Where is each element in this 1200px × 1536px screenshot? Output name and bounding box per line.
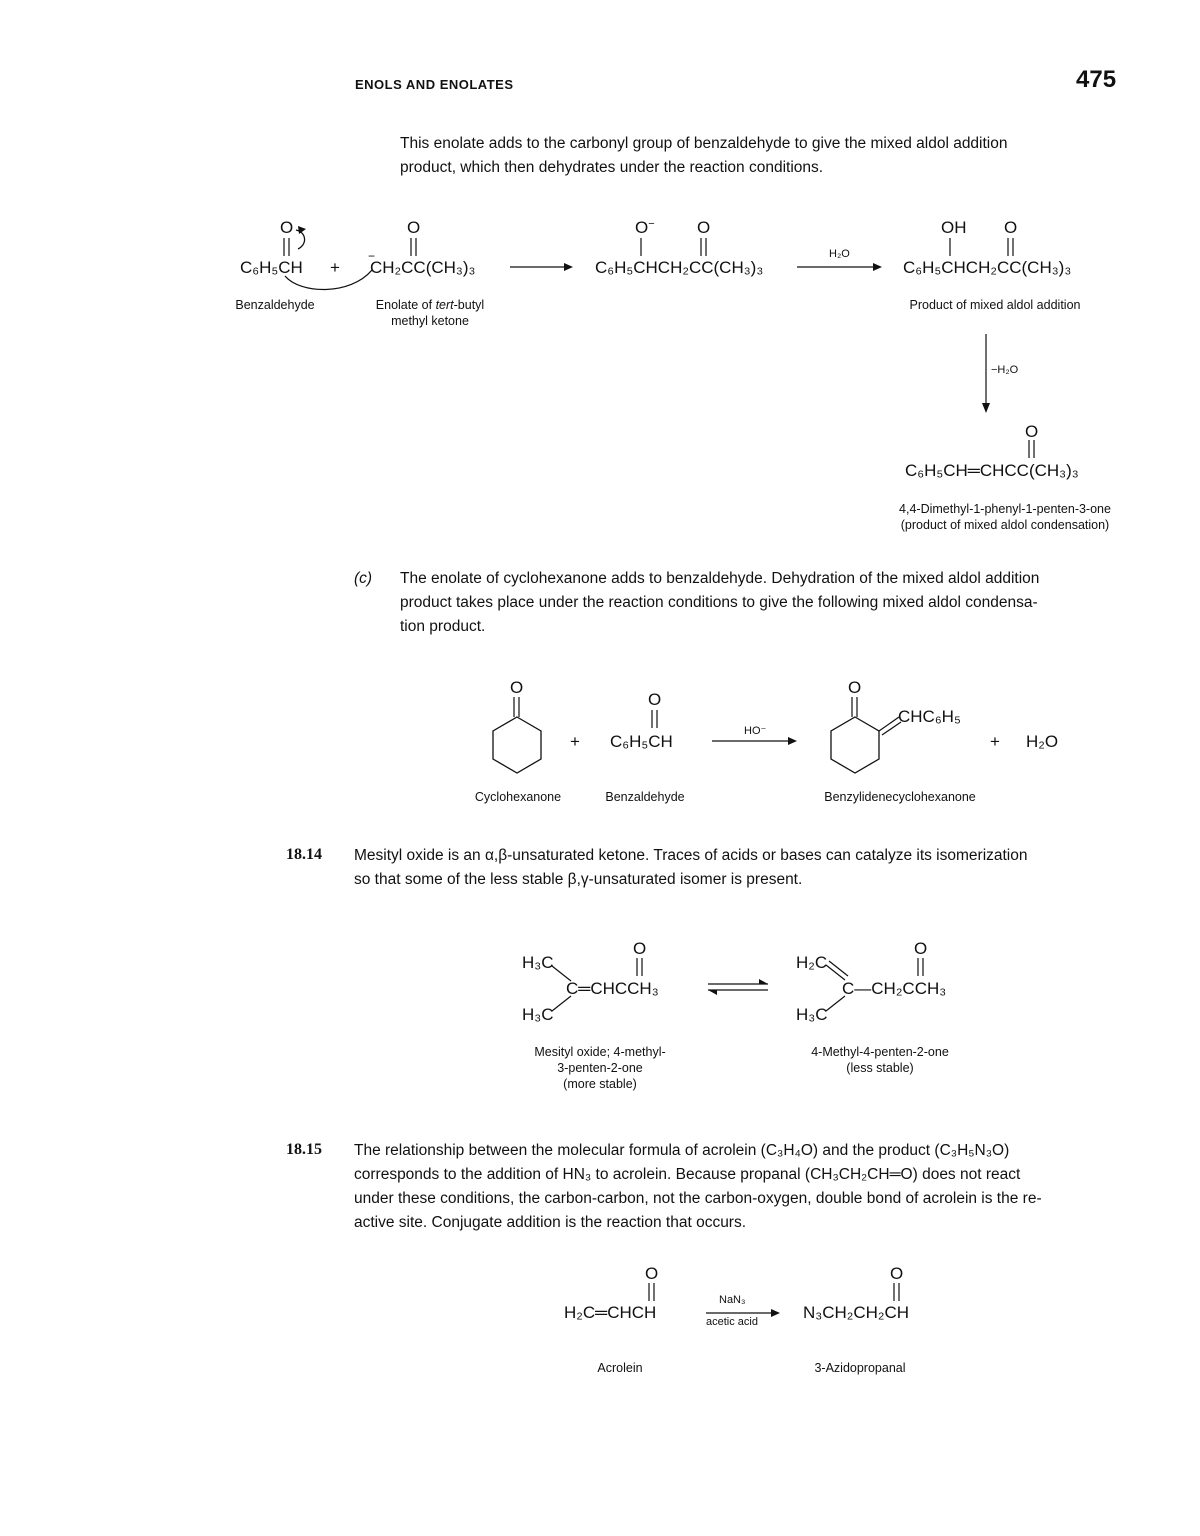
mesityl-methyl-top: H₃C	[522, 953, 554, 972]
cyclohexanone-oxygen: O	[510, 678, 524, 697]
product-oxygen: O	[848, 678, 862, 697]
part-c-line-1: The enolate of cyclohexanone adds to benzaldehyde. Dehydration of the mixed aldol addition	[400, 570, 1040, 587]
alkoxide-carbonyl-oxygen: O	[697, 218, 711, 237]
plus-sign-2: +	[570, 732, 580, 751]
hydroxide-reagent: HO⁻	[744, 725, 767, 737]
water-reagent: H₂O	[829, 248, 850, 260]
mesityl-chain: C═CHCCH₃	[566, 979, 659, 998]
problem-18-15-line-1: The relationship between the molecular formula of acrolein (C₃H₄O) and the product (C₃H₅N₃O)	[354, 1142, 1010, 1159]
azidopropanal-formula: N₃CH₂CH₂CH	[803, 1303, 910, 1322]
caption-addition-product: Product of mixed aldol addition	[909, 298, 1081, 312]
alkoxide-formula: C₆H₅CHCH₂CC(CH₃)₃	[595, 258, 764, 277]
caption-benzaldehyde: Benzaldehyde	[235, 298, 315, 312]
running-title: ENOLS AND ENOLATES	[355, 77, 514, 92]
caption-benzaldehyde-2: Benzaldehyde	[605, 790, 685, 804]
mesityl-methyl-bottom: H₃C	[522, 1005, 554, 1024]
isomer-chain: C—CH₂CCH₃	[842, 979, 947, 998]
condensation-product-formula: C₆H₅CH═CHCC(CH₃)₃	[905, 461, 1079, 480]
plus-sign: +	[330, 258, 340, 277]
problem-18-15-line-2: corresponds to the addition of HN₃ to acrolein. Because propanal (CH₃CH₂CH═O) does not react	[354, 1166, 1021, 1183]
part-c-line-2: product takes place under the reaction conditions to give the following mixed aldol condensa-	[400, 594, 1038, 611]
page-number: 475	[1076, 66, 1117, 93]
caption-benzylidenecyclohexanone: Benzylidenecyclohexanone	[824, 790, 976, 804]
caption-cyclohexanone: Cyclohexanone	[474, 790, 562, 804]
problem-18-14-line-1: Mesityl oxide is an α,β-unsaturated ketone. Traces of acids or bases can catalyze its isomerization	[354, 847, 1028, 864]
caption-condensation-product: 4,4-Dimethyl-1-phenyl-1-penten-3-one (product of mixed aldol condensation)	[899, 502, 1111, 532]
caption-azidopropanal: 3-Azidopropanal	[814, 1361, 906, 1375]
caption-acrolein: Acrolein	[597, 1361, 643, 1375]
acrolein-oxygen: O	[645, 1264, 659, 1283]
benzaldehyde-formula-2: C₆H₅CH	[610, 732, 673, 751]
azide-reagent: NaN₃	[719, 1294, 746, 1306]
enolate-formula: CH₂CC(CH₃)₃	[370, 258, 476, 277]
benzaldehyde-oxygen: O	[280, 218, 294, 237]
mesityl-oxygen: O	[633, 939, 647, 958]
plus-sign-3: +	[990, 732, 1000, 751]
problem-number-18-15: 18.15	[286, 1141, 322, 1158]
problem-number-18-14: 18.14	[286, 846, 322, 863]
isomer-oxygen: O	[914, 939, 928, 958]
isomer-methyl-bottom: H₃C	[796, 1005, 828, 1024]
condensation-oxygen: O	[1025, 422, 1039, 441]
alkoxide-oxygen: O−	[635, 218, 655, 237]
part-c-label: (c)	[354, 570, 373, 587]
carbanion-charge: −	[368, 249, 376, 263]
isomer-methylene-top: H₂C	[796, 953, 828, 972]
dehydration-reagent: −H₂O	[991, 364, 1019, 376]
benzaldehyde-formula: C₆H₅CH	[240, 258, 303, 277]
enolate-oxygen: O	[407, 218, 421, 237]
azidopropanal-oxygen: O	[890, 1264, 904, 1283]
intro-line-2: product, which then dehydrates under the reaction conditions.	[400, 159, 824, 176]
caption-enolate: Enolate of tert-butyl methyl ketone	[375, 298, 485, 328]
problem-18-15-line-4: active site. Conjugate addition is the reaction that occurs.	[354, 1214, 747, 1231]
problem-18-14-line-2: so that some of the less stable β,γ-unsaturated isomer is present.	[354, 871, 803, 888]
addition-oxygen: O	[1004, 218, 1018, 237]
acrolein-formula: H₂C═CHCH	[564, 1303, 657, 1322]
intro-line-1: This enolate adds to the carbonyl group of benzaldehyde to give the mixed aldol addition	[400, 135, 1008, 152]
benzylidene-substituent: CHC₆H₅	[898, 707, 961, 726]
hydroxyl-label: OH	[941, 218, 967, 237]
problem-18-15-line-3: under these conditions, the carbon-carbon, not the carbon-oxygen, double bond of acrolein is the re-	[354, 1190, 1042, 1207]
caption-mesityl-oxide: Mesityl oxide; 4-methyl- 3-penten-2-one (more stable)	[534, 1045, 666, 1091]
benzaldehyde-oxygen-2: O	[648, 690, 662, 709]
acetic-acid-solvent: acetic acid	[706, 1316, 758, 1328]
caption-isomer: 4-Methyl-4-penten-2-one (less stable)	[811, 1045, 949, 1075]
part-c-line-3: tion product.	[400, 618, 486, 635]
addition-product-formula: C₆H₅CHCH₂CC(CH₃)₃	[903, 258, 1072, 277]
water-product: H₂O	[1026, 732, 1059, 751]
